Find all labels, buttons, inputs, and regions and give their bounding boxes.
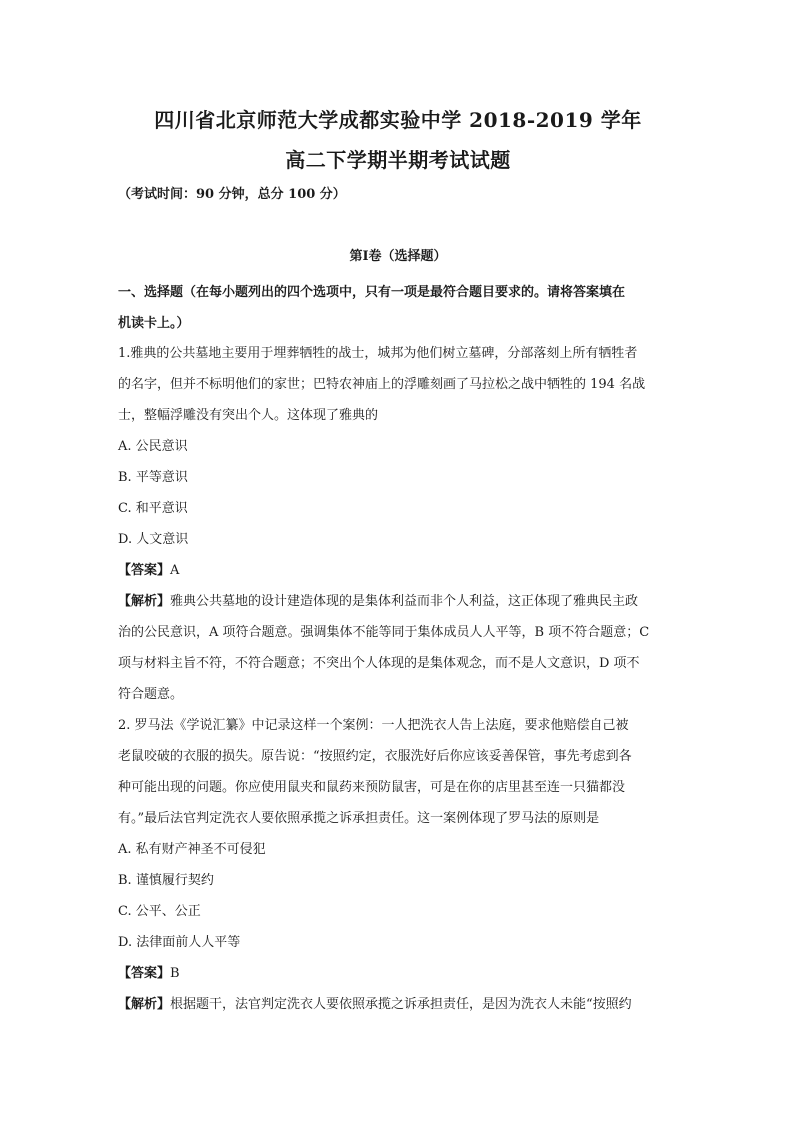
analysis-text: 根据题干，法官判定洗衣人要依照承揽之诉承担责任，是因为洗衣人未能“按照约: [170, 997, 632, 1012]
question-stem-line: 的名字，但并不标明他们的家世；巴特农神庙上的浮雕刻画了马拉松之战中牺牲的 194 名战: [118, 377, 646, 392]
analysis-line: [118, 586, 678, 617]
answer-label: 【答案】: [118, 966, 171, 981]
analysis-line: [118, 989, 678, 1020]
analysis-text: 雅典公共墓地的设计建造体现的是集体利益而非个人利益，这正体现了雅典民主政: [170, 594, 639, 609]
question-stem-line: 老鼠咬破的衣服的损失。原告说：“按照约定，衣服洗好后你应该妥善保管，事先考虑到各: [118, 749, 632, 764]
answer-line: [118, 555, 678, 586]
section-instruction: [118, 277, 678, 339]
document-title-line2: 高二下学期半期考试试题: [285, 148, 511, 172]
analysis-line: 项与材料主旨不符，不符合题意；不突出个人体现的是集体观念，而不是人文意识，D 项不: [118, 656, 640, 671]
instruction-line: 机读卡上。）: [118, 316, 190, 331]
option-a: A. 私有财产神圣不可侵犯: [118, 842, 266, 857]
exam-info: （考试时间：90 分钟，总分 100 分）: [118, 187, 346, 202]
question-stem-line: 2. 罗马法《学说汇纂》中记录这样一个案例：一人把洗衣人告上法庭，要求他赔偿自己被: [118, 718, 629, 733]
section-title: 第Ⅰ卷（选择题）: [349, 249, 447, 264]
option-b: B. 谨慎履行契约: [118, 873, 214, 888]
answer-line: [118, 958, 678, 989]
option-a: A. 公民意识: [118, 439, 188, 454]
questions-block: [118, 338, 678, 1020]
document-title-line1: 四川省北京师范大学成都实验中学 2018-2019 学年: [154, 108, 642, 132]
analysis-line: 符合题意。: [118, 687, 184, 702]
question-stem-line: 士，整幅浮雕没有突出个人。这体现了雅典的: [118, 408, 379, 423]
option-b: B. 平等意识: [118, 470, 188, 485]
option-d: D. 法律面前人人平等: [118, 935, 241, 950]
analysis-line: 治的公民意识，A 项符合题意。强调集体不能等同于集体成员人人平等，B 项不符合题意；C: [118, 625, 650, 640]
question-stem-line: 种可能出现的问题。你应使用鼠夹和鼠药来预防鼠害，可是在你的店里甚至连一只猫都没: [118, 780, 626, 795]
analysis-label: 【解析】: [118, 997, 171, 1012]
answer-value: B: [170, 966, 180, 981]
answer-label: 【答案】: [118, 563, 171, 578]
instruction-line: 一、选择题（在每小题列出的四个选项中，只有一项是最符合题目要求的。请将答案填在: [118, 285, 626, 300]
analysis-label: 【解析】: [118, 594, 171, 609]
option-c: C. 公平、公正: [118, 904, 201, 919]
option-c: C. 和平意识: [118, 501, 188, 516]
question-stem-line: 有。”最后法官判定洗衣人要依照承揽之诉承担责任。这一案例体现了罗马法的原则是: [118, 811, 600, 826]
question-stem-line: 1.雅典的公共墓地主要用于埋葬牺牲的战士，城邦为他们树立墓碑，分部落刻上所有牺牲者: [118, 346, 638, 361]
answer-value: A: [170, 563, 180, 578]
option-d: D. 人文意识: [118, 532, 189, 547]
